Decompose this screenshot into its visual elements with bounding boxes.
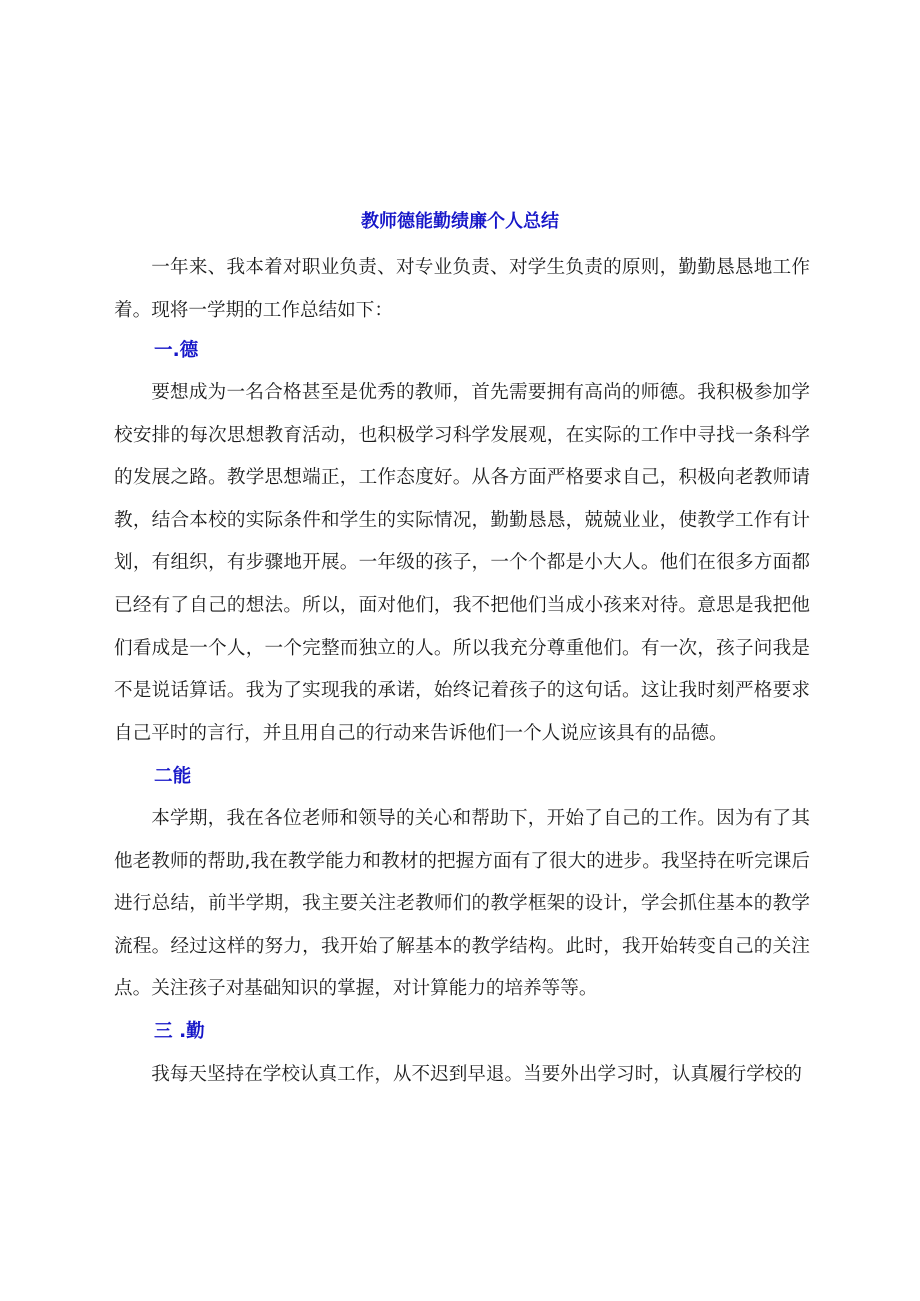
section-body-qin: 我每天坚持在学校认真工作，从不迟到早退。当要外出学习时，认真履行学校的 xyxy=(151,1064,802,1085)
section-body-de: 要想成为一名合格甚至是优秀的教师，首先需要拥有高尚的师德。我积极参加学校安排的每次思想教育活动，也积极学习科学发展观，在实际的工作中寻找一条科学的发展之路。教学思想端正，工作态度好。从各方面严格要求自己，积极向老教师请教，结合本校的实际条件和学生的实际情况，勤勤恳恳，兢兢业业，使教学工作有计划，有组织，有步骤地开展。一年级的孩子，一个个都是小大人。他们在很多方面都已经有了自己的想法。所以，面对他们，我不把他们当成小孩来对待。意思是我把他们看成是一个人，一个完整而独立的人。所以我充分尊重他们。有一次，孩子问我是不是说话算话。我为了实现我的承诺，始终记着孩子的这句话。这让我时刻严格要求自己平时的言行，并且用自己的行动来告诉他们一个人说应该具有的品德。 xyxy=(114,382,810,744)
section-heading-de: 一.德 xyxy=(154,340,199,361)
section-heading-neng: 二能 xyxy=(154,766,192,787)
intro-paragraph: 一年来、我本着对职业负责、对专业负责、对学生负责的原则，勤勤恳恳地工作着。现将一学期的工作总结如下： xyxy=(114,257,810,321)
document-title: 教师德能勤绩廉个人总结 xyxy=(361,211,559,232)
section-body-neng: 本学期，我在各位老师和领导的关心和帮助下，开始了自己的工作。因为有了其他老教师的帮助,我在教学能力和教材的把握方面有了很大的进步。我坚持在听完课后进行总结，前半学期，我主要关注老教师们的教学框架的设计，学会抓住基本的教学流程。经过这样的努力，我开始了解基本的教学结构。此时，我开始转变自己的关注点。关注孩子对基础知识的掌握，对计算能力的培养等等。 xyxy=(114,808,810,1000)
section-heading-qin: 三 .勤 xyxy=(154,1021,205,1042)
